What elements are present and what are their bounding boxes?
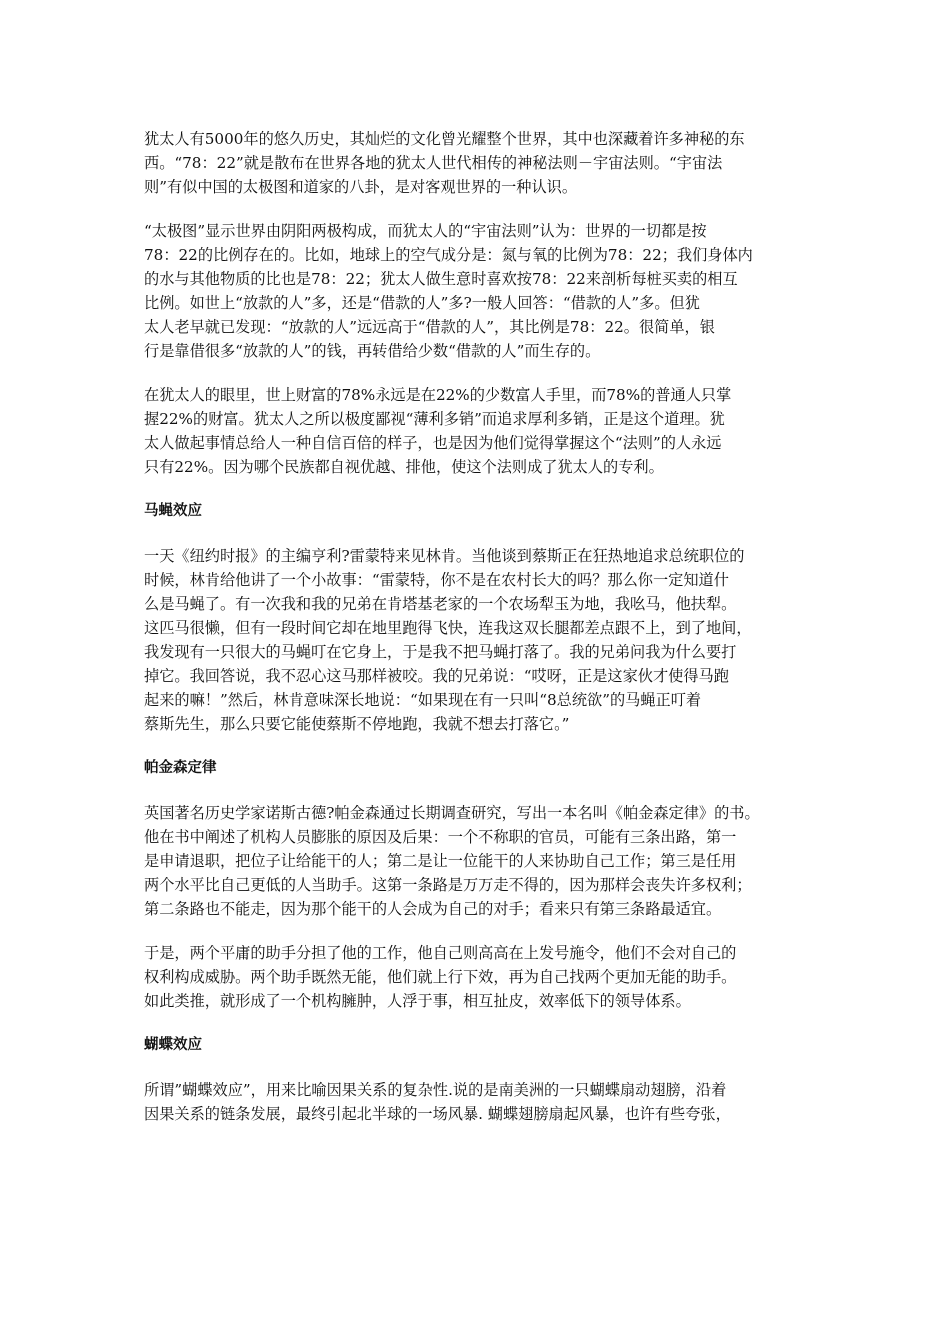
text-line: 78：22的比例存在的。比如，地球上的空气成分是：氮与氧的比例为78：22；我们身体内	[144, 246, 753, 264]
paragraph-intro-3	[144, 383, 812, 479]
text-line: 西。“78：22”就是散布在世界各地的犹太人世代相传的神秘法则－宇宙法则。“宇宙法	[144, 154, 723, 172]
text-line: 他在书中阐述了机构人员膨胀的原因及后果：一个不称职的官员，可能有三条出路，第一	[144, 828, 737, 846]
text-line: 么是马蝇了。有一次我和我的兄弟在肯塔基老家的一个农场犁玉为地，我吆马，他扶犁。	[144, 595, 737, 613]
text-line: 英国著名历史学家诺斯古德?帕金森通过长期调查研究，写出一本名叫《帕金森定律》的书。	[144, 804, 760, 822]
text-line: 所谓”蝴蝶效应”，用来比喻因果关系的复杂性.说的是南美洲的一只蝴蝶扇动翅膀，沿着	[144, 1081, 727, 1099]
text-line: 我发现有一只很大的马蝇叮在它身上，于是我不把马蝇打落了。我的兄弟问我为什么要打	[144, 643, 737, 661]
text-line: 犹太人有5000年的悠久历史，其灿烂的文化曾光耀整个世界，其中也深藏着许多神秘的东	[144, 130, 745, 148]
paragraph-butterfly	[144, 1078, 812, 1126]
text-line: 于是，两个平庸的助手分担了他的工作，他自己则高高在上发号施令，他们不会对自己的	[144, 944, 737, 962]
text-line: 这匹马很懒，但有一段时间它却在地里跑得飞快，连我这双长腿都差点跟不上，到了地间，	[144, 619, 752, 637]
paragraph-parkinson-2	[144, 941, 812, 1013]
paragraph-intro-2	[144, 219, 812, 363]
section-heading-parkinson: 帕金森定律	[144, 760, 217, 776]
text-line: 掉它。我回答说，我不忍心这马那样被咬。我的兄弟说：“哎呀，正是这家伙才使得马跑	[144, 667, 729, 685]
text-line: 时候，林肯给他讲了一个小故事：“雷蒙特，你不是在农村长大的吗？那么你一定知道什	[144, 571, 729, 589]
text-line: 太人老早就已发现：“放款的人”远远高于“借款的人”，其比例是78：22。很简单，银	[144, 318, 715, 336]
text-line: 一天《纽约时报》的主编亨利?雷蒙特来见林肯。当他谈到蔡斯正在狂热地追求总统职位的	[144, 547, 745, 565]
text-line: 握22%的财富。犹太人之所以极度鄙视“薄利多销”而追求厚利多销，正是这个道理。犹	[144, 410, 725, 428]
text-line: 在犹太人的眼里，世上财富的78%永远是在22%的少数富人手里，而78%的普通人只掌	[144, 386, 732, 404]
paragraph-intro-1	[144, 127, 812, 199]
document-body	[144, 127, 812, 1146]
text-line: 两个水平比自己更低的人当助手。这第一条路是万万走不得的，因为那样会丧失许多权利；	[144, 876, 752, 894]
text-line: “太极图”显示世界由阴阳两极构成，而犹太人的“宇宙法则”认为：世界的一切都是按	[144, 222, 707, 240]
text-line: 第二条路也不能走，因为那个能干的人会成为自己的对手；看来只有第三条路最适宜。	[144, 900, 722, 918]
text-line: 只有22%。因为哪个民族都自视优越、排他，使这个法则成了犹太人的专利。	[144, 458, 664, 476]
text-line: 蔡斯先生，那么只要它能使蔡斯不停地跑，我就不想去打落它。”	[144, 715, 570, 733]
text-line: 起来的嘛！”然后，林肯意味深长地说：“如果现在有一只叫“8总统欲”的马蝇正叮着	[144, 691, 702, 709]
text-line: 行是靠借很多“放款的人”的钱，再转借给少数“借款的人”而生存的。	[144, 342, 601, 360]
section-heading-butterfly: 蝴蝶效应	[144, 1037, 202, 1053]
paragraph-parkinson-1	[144, 801, 812, 921]
text-line: 则”有似中国的太极图和道家的八卦，是对客观世界的一种认识。	[144, 178, 578, 196]
text-line: 如此类推，就形成了一个机构臃肿，人浮于事，相互扯皮，效率低下的领导体系。	[144, 992, 691, 1010]
text-line: 因果关系的链条发展，最终引起北半球的一场风暴. 蝴蝶翅膀扇起风暴，也许有些夸张，	[144, 1105, 731, 1123]
section-heading-horsefly: 马蝇效应	[144, 503, 202, 519]
text-line: 权利构成威胁。两个助手既然无能，他们就上行下效，再为自己找两个更加无能的助手。	[144, 968, 737, 986]
text-line: 的水与其他物质的比也是78：22；犹太人做生意时喜欢按78：22来剖析每桩买卖的相互	[144, 270, 738, 288]
paragraph-horsefly	[144, 544, 812, 736]
text-line: 是申请退职，把位子让给能干的人；第二是让一位能干的人来协助自己工作；第三是任用	[144, 852, 737, 870]
text-line: 比例。如世上“放款的人”多，还是“借款的人”多?一般人回答：“借款的人”多。但犹	[144, 294, 700, 312]
text-line: 太人做起事情总给人一种自信百倍的样子，也是因为他们觉得掌握这个“法则”的人永远	[144, 434, 722, 452]
